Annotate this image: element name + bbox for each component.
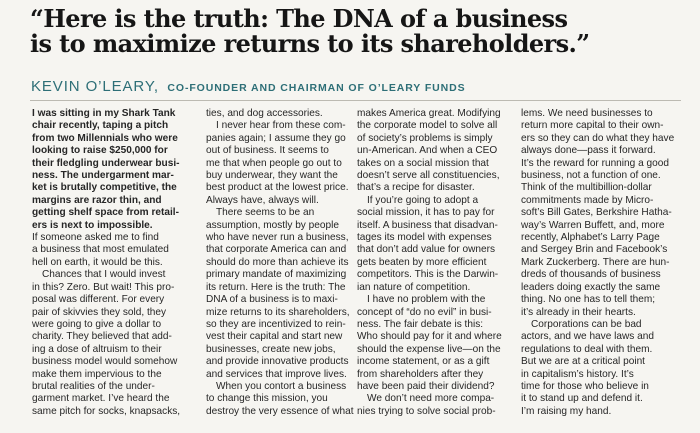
text-line: businesses, create new jobs, — [206, 343, 336, 355]
text-line: business, not a function of one. — [521, 170, 661, 182]
text-line: buy underwear, they want the — [206, 170, 338, 182]
text-line: It’s the reward for running a good — [521, 157, 669, 169]
text-line: competitors. This is the Darwin- — [357, 269, 499, 281]
text-line: ness. The undergarment mar- — [32, 170, 174, 182]
text-line: If someone asked me to find — [32, 232, 159, 244]
text-line: have been paid their dividend? — [357, 380, 495, 392]
text-line: ing a dose of altruism to their — [32, 343, 162, 355]
text-line: from two Millennials who were — [32, 132, 178, 144]
text-line: panies again; I assume they go — [206, 132, 346, 144]
text-line: return more capital to their own- — [521, 120, 664, 132]
text-line: hell on earth, it would be this. — [32, 256, 163, 268]
text-line: Who should pay for it and where — [357, 331, 502, 343]
text-line: ian nature of competition. — [357, 281, 471, 293]
text-line: looking to raise $250,000 for — [32, 145, 168, 157]
text-line: posal was different. For every — [32, 294, 165, 306]
text-line: ties, and dog accessories. — [206, 108, 323, 119]
article-column-1 — [32, 108, 200, 418]
text-line: it’s already in their hearts. — [521, 306, 636, 318]
article-column-3 — [357, 108, 505, 418]
text-line: from shareholders after they — [357, 368, 484, 380]
article-column-2 — [206, 108, 354, 418]
text-line: destroy the very essence of what — [206, 405, 354, 417]
text-line: the corporate model to solve all — [357, 120, 498, 132]
text-line: Always have, always will. — [206, 194, 319, 206]
text-line: Chances that I would invest — [42, 269, 166, 281]
text-line: margins are razor thin, and — [32, 194, 162, 206]
text-line: should do more than achieve its — [206, 256, 349, 268]
text-line: that’s a recipe for disaster. — [357, 182, 475, 194]
text-line: nies trying to solve social prob- — [357, 405, 496, 417]
text-line: and provide innovative products — [206, 356, 349, 368]
text-line: leaders doing exactly the same — [521, 281, 661, 293]
text-line: tages its model with expenses — [357, 232, 492, 244]
text-line: un-American. And when a CEO — [357, 145, 498, 157]
text-line: When you contort a business — [216, 380, 347, 392]
text-line: ers is next to impossible. — [32, 219, 153, 231]
text-line: recently, Alphabet’s Larry Page — [521, 232, 660, 244]
text-line: brutal realities of the under- — [32, 380, 155, 392]
text-line: soft’s Bill Gates, Berkshire Hatha- — [521, 207, 672, 219]
text-line: Mark Zuckerberg. There are hun- — [521, 256, 670, 268]
text-line: of society’s problems is simply — [357, 132, 493, 144]
text-line: I have no problem with the — [367, 294, 486, 306]
text-line: actors, and we have laws and — [521, 331, 654, 343]
text-line: that corporate America can and — [206, 244, 347, 256]
text-line: their fledgling underwear busi- — [32, 157, 180, 169]
byline-author: KEVIN O’LEARY, — [31, 78, 159, 95]
text-line: lems. We need businesses to — [521, 108, 653, 119]
text-line: I was sitting in my Shark Tank — [32, 108, 176, 119]
headline-line: “Here is the truth: The DNA of a business — [30, 4, 568, 33]
text-line: itself. A business that disadvan- — [357, 219, 498, 231]
text-line: best product at the lowest price. — [206, 182, 349, 194]
text-line: There seems to be an — [216, 207, 315, 219]
text-line: getting shelf space from retail- — [32, 207, 179, 219]
text-line: same pitch for socks, knapsacks, — [32, 405, 181, 417]
text-line: that don’t add value for owners — [357, 244, 496, 256]
text-line: DNA of a business is to maxi- — [206, 294, 338, 306]
text-line: assumption, mostly by people — [206, 219, 339, 231]
text-line: primary mandate of maximizing — [206, 269, 347, 281]
text-line: business model would somehow — [32, 356, 178, 368]
text-line: ness. The fair debate is this: — [357, 318, 484, 330]
text-line: But we are at a critical point — [521, 356, 645, 368]
text-line: way’s Warren Buffett, and, more — [521, 219, 665, 231]
text-line: Corporations can be bad — [531, 318, 642, 330]
text-line: to change this mission, you — [206, 393, 328, 405]
text-line: chair recently, taping a pitch — [32, 120, 169, 132]
text-line: in this? Zero. But wait! This pro- — [32, 281, 175, 293]
text-line: makes America great. Modifying — [357, 108, 501, 119]
text-line: mize returns to its shareholders, — [206, 306, 350, 318]
text-line: make them impervious to the — [32, 368, 162, 380]
text-line: so they are incentivized to rein- — [206, 318, 346, 330]
text-line: commitments made by Micro- — [521, 194, 654, 206]
text-line: thing. No one has to tell them; — [521, 294, 656, 306]
headline-line: is to maximize returns to its shareholders.” — [30, 29, 590, 58]
text-line: me that when people go out to — [206, 157, 342, 169]
text-line: charity. They believed that add- — [32, 331, 172, 343]
text-line: social mission, it has to pay for — [357, 207, 495, 219]
text-line: a business that most emulated — [32, 244, 169, 256]
text-line: pair of skivvies they sold, they — [32, 306, 167, 318]
text-line: always done—pass it forward. — [521, 145, 656, 157]
text-line: ket is brutally competitive, the — [32, 182, 177, 194]
text-line: were going to give a dollar to — [32, 318, 162, 330]
text-line: Think of the multibillion-dollar — [521, 182, 652, 194]
text-line: should the expense live—on the — [357, 343, 501, 355]
text-line: takes on a social mission that — [357, 157, 489, 169]
text-line: If you’re going to adopt a — [367, 194, 479, 206]
text-line: in capitalism’s history. It’s — [521, 368, 634, 380]
byline-title: CO-FOUNDER AND CHAIRMAN OF O’LEARY FUNDS — [167, 82, 466, 94]
text-line: dreds of thousands of business — [521, 269, 661, 281]
text-line: regulations to deal with them. — [521, 343, 653, 355]
text-line: income statement, or as a gift — [357, 356, 490, 368]
text-line: and Sergey Brin and Facebook’s — [521, 244, 668, 256]
text-line: I never hear from these com- — [216, 120, 346, 132]
text-line: concept of “do no evil” in busi- — [357, 306, 492, 318]
text-line: who have never run a business, — [206, 232, 349, 244]
text-line: and services that improve lives. — [206, 368, 347, 380]
text-line: vest their capital and start new — [206, 331, 343, 343]
divider — [30, 100, 681, 101]
text-line: garment market. I’ve heard the — [32, 393, 170, 405]
byline — [31, 78, 691, 96]
text-line: its return. Here is the truth: The — [206, 281, 346, 293]
text-line: We don’t need more compa- — [367, 393, 495, 405]
headline — [30, 6, 690, 56]
text-line: I’m raising my hand. — [521, 405, 612, 417]
text-line: ers so they can do what they have — [521, 132, 675, 144]
text-line: it to stand up and defend it. — [521, 393, 643, 405]
text-line: doesn’t serve all constituencies, — [357, 170, 500, 182]
text-line: gets beaten by more efficient — [357, 256, 487, 268]
article-column-4 — [521, 108, 675, 418]
text-line: time for those who believe in — [521, 380, 649, 392]
text-line: out of business. It seems to — [206, 145, 329, 157]
